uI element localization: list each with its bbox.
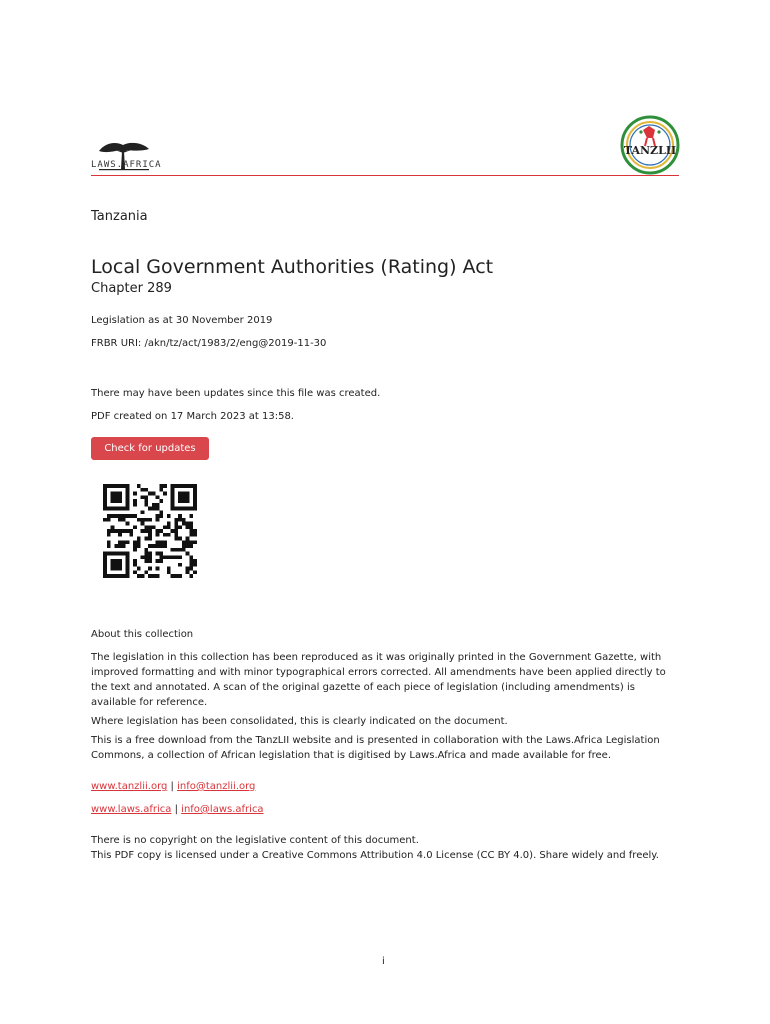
tanzlii-website-link[interactable]: www.tanzlii.org: [91, 781, 168, 792]
about-paragraph-3: This is a free download from the TanzLII website and is presented in collaboration with the Laws.Africa Legislation Commons, a collection of African legislation that is digitised by Laws.Africa and made available for free.: [91, 735, 660, 761]
chapter-label: Chapter 289: [91, 281, 172, 296]
laws-africa-email-link[interactable]: info@laws.africa: [181, 804, 264, 815]
about-heading: About this collection: [91, 629, 194, 640]
tanzlii-logo-text: TANZLII: [623, 144, 677, 157]
laws-africa-tree-icon: [91, 132, 161, 180]
tanzlii-logo-icon: [619, 114, 681, 176]
copyright-notice: There is no copyright on the legislative content of this document.: [91, 835, 419, 846]
about-paragraph-2: Where legislation has been consolidated, this is clearly indicated on the document.: [91, 716, 508, 727]
pdf-created-date: PDF created on 17 March 2023 at 13:58.: [91, 411, 294, 422]
qr-code[interactable]: [100, 484, 200, 578]
country-label: Tanzania: [91, 209, 148, 224]
laws-africa-logo-text: LAWS.AFRICA: [91, 160, 162, 170]
link-separator: |: [167, 781, 178, 792]
frbr-uri: FRBR URI: /akn/tz/act/1983/2/eng@2019-11-30: [91, 338, 327, 349]
tanzlii-links: [91, 779, 681, 794]
updates-notice: There may have been updates since this file was created.: [91, 388, 381, 399]
page-number: i: [382, 956, 385, 967]
about-section: [91, 627, 681, 863]
laws-africa-website-link[interactable]: www.laws.africa: [91, 804, 172, 815]
about-paragraph-1: The legislation in this collection has been reproduced as it was originally printed in the Government Gazette, with improved formatting and with minor typographical errors corrected. All amendments have been applied directly to the text and annotated. A scan of the original gazette of each piece of legislation (including amendments) is available for reference.: [91, 652, 666, 708]
page-header: [91, 126, 679, 176]
tanzlii-email-link[interactable]: info@tanzlii.org: [177, 781, 256, 792]
document-title: Local Government Authorities (Rating) Act: [91, 256, 494, 278]
license-notice: This PDF copy is licensed under a Creative Commons Attribution 4.0 License (CC BY 4.0). Share widely and freely.: [91, 850, 659, 861]
legislation-date: Legislation as at 30 November 2019: [91, 315, 273, 326]
header-rule: [91, 175, 679, 176]
laws-africa-links: [91, 802, 681, 817]
link-separator: |: [171, 804, 182, 815]
check-for-updates-button[interactable]: Check for updates: [91, 437, 209, 460]
